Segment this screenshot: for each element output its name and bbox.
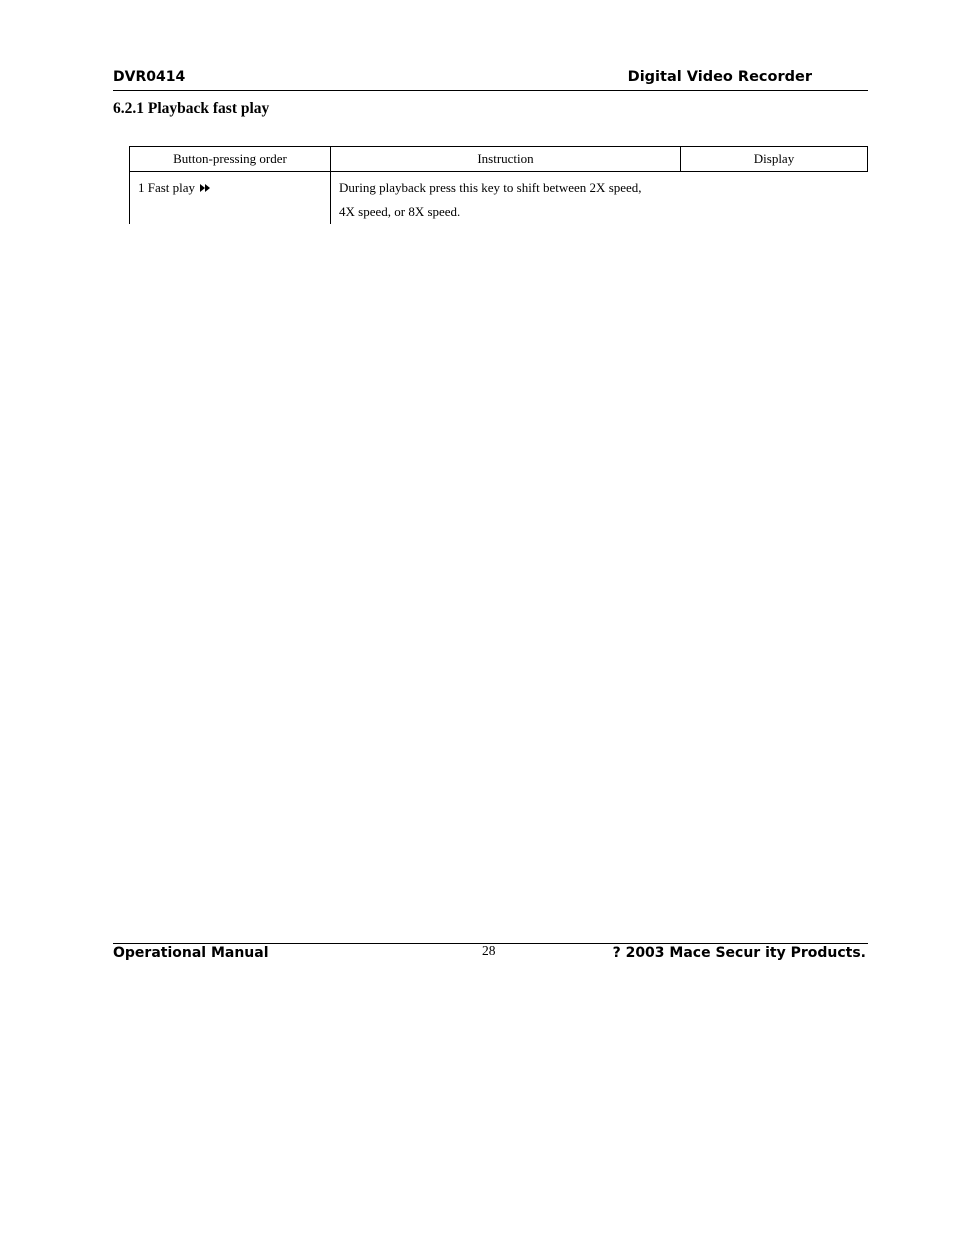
section-title: 6.2.1 Playback fast play — [113, 100, 270, 117]
playback-table — [129, 146, 868, 224]
instruction-line: During playback press this key to shift between 2X speed, — [339, 180, 642, 195]
button-order-label: 1 Fast play — [138, 180, 196, 195]
column-header-display: Display — [681, 147, 868, 172]
footer-manual-label: Operational Manual — [113, 945, 269, 961]
footer-copyright: ? 2003 Mace Secur ity Products. — [612, 945, 866, 961]
table-header-row — [130, 147, 868, 172]
header-model: DVR0414 — [113, 69, 186, 85]
display-cell — [681, 172, 868, 225]
header-product-title: Digital Video Recorder — [627, 69, 812, 85]
column-header-button-order: Button-pressing order — [130, 147, 331, 172]
fast-forward-icon — [199, 177, 211, 201]
page-number: 28 — [482, 943, 496, 958]
table-row — [130, 172, 868, 225]
instruction-line: 4X speed, or 8X speed. — [339, 204, 461, 219]
header-divider — [113, 90, 868, 91]
instruction-cell — [331, 172, 681, 225]
column-header-instruction: Instruction — [331, 147, 681, 172]
button-order-cell — [130, 172, 331, 225]
